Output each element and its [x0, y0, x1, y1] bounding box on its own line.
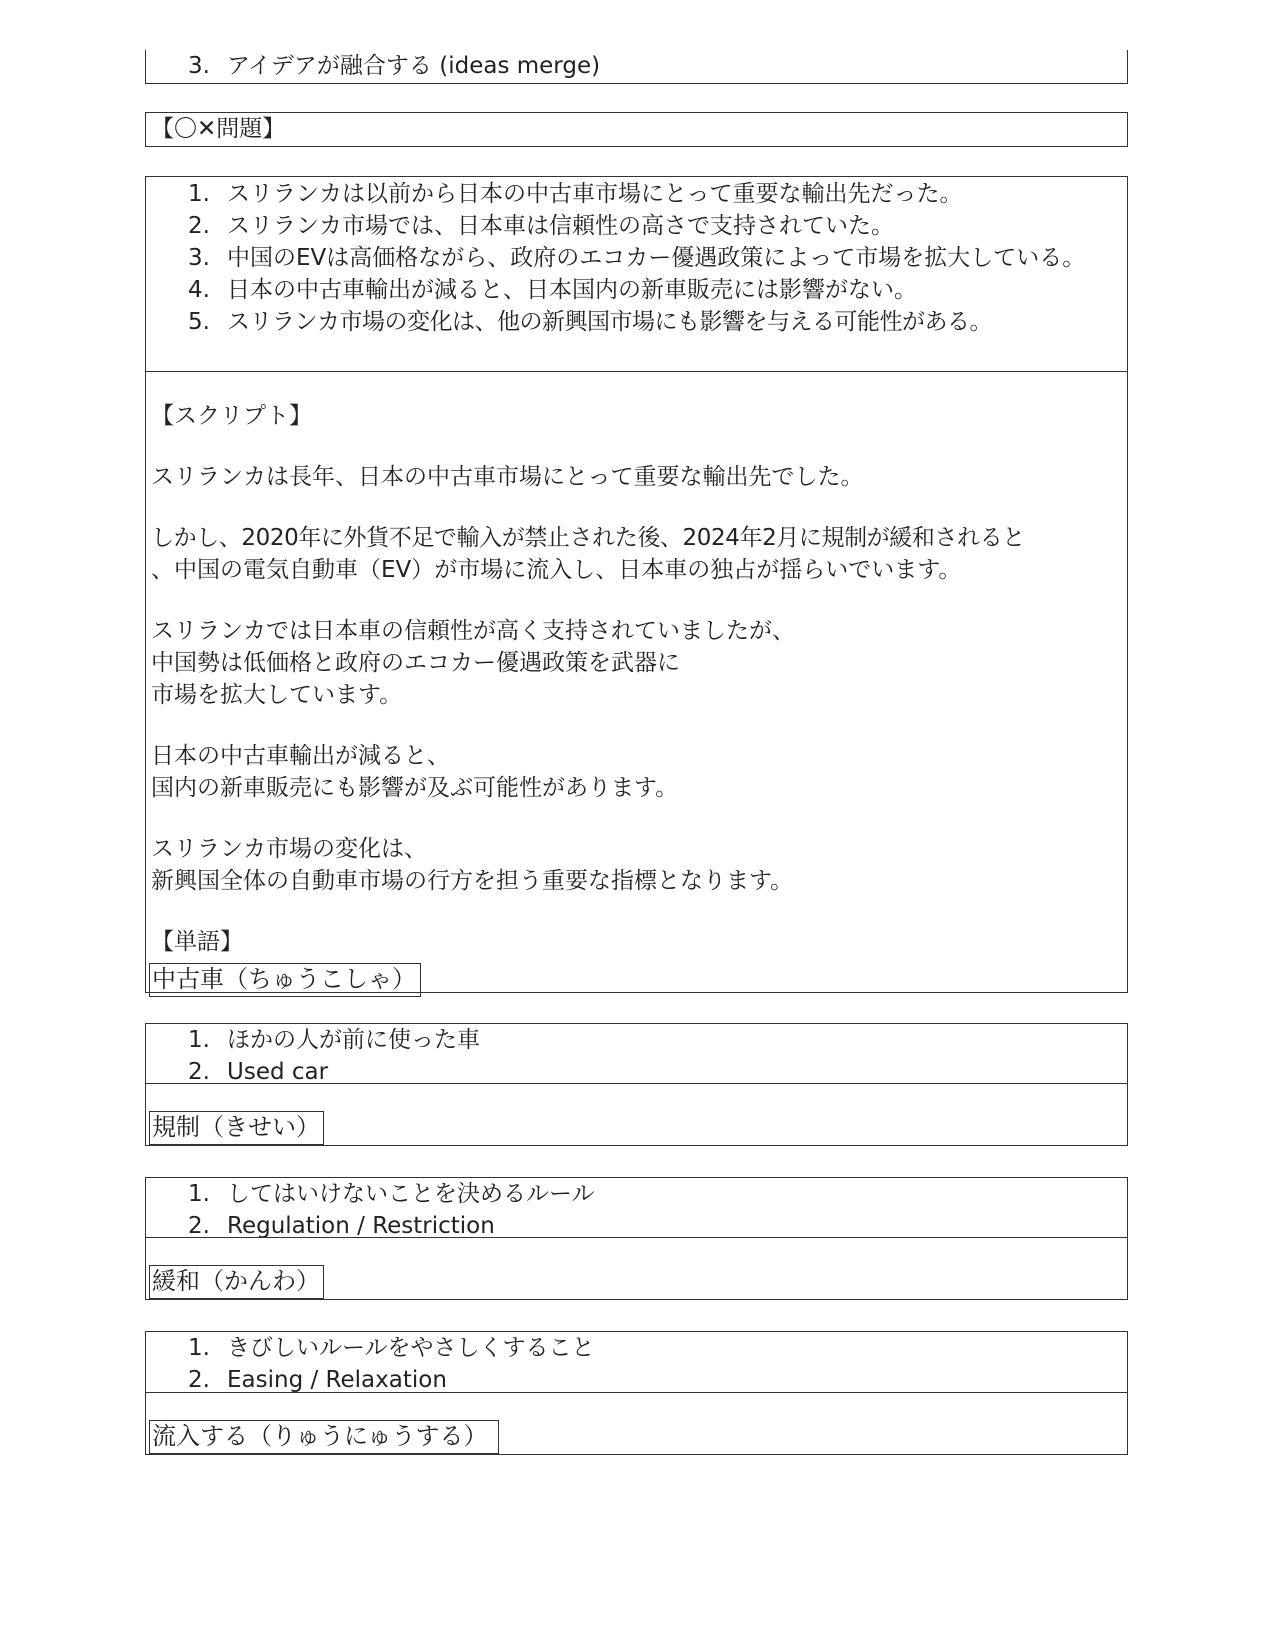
script-heading: 【スクリプト】 — [151, 403, 312, 429]
list-number: 2. — [188, 1059, 210, 1085]
list-text: Regulation / Restriction — [227, 1213, 495, 1239]
vocab-heading: 【単語】 — [151, 929, 243, 955]
list-number: 1. — [188, 1181, 210, 1207]
ox-script-box — [145, 176, 1128, 993]
list-number: 1. — [188, 1027, 210, 1053]
vocab-box — [145, 1177, 1128, 1300]
divider — [146, 1083, 1127, 1084]
list-item — [146, 210, 1127, 242]
divider — [146, 371, 1127, 372]
definition-list — [146, 1332, 1127, 1396]
list-text: スリランカ市場では、日本車は信頼性の高さで支持されていた。 — [227, 213, 894, 239]
ox-heading: 【〇✕問題】 — [151, 116, 286, 142]
list-item — [146, 306, 1127, 338]
list-text: 日本の中古車輸出が減ると、日本国内の新車販売には影響がない。 — [227, 277, 917, 303]
list-item — [146, 50, 1127, 82]
list-text: ほかの人が前に使った車 — [227, 1027, 480, 1053]
ox-list — [146, 177, 1127, 338]
script-paragraph: 中国勢は低価格と政府のエコカー優遇政策を武器に — [151, 650, 680, 676]
list-text: 中国のEVは高価格ながら、政府のエコカー優遇政策によって市場を拡大している。 — [227, 245, 1086, 271]
vocab-term: 流入する（りゅうにゅうする） — [149, 1420, 499, 1454]
list-number: 1. — [188, 1335, 210, 1361]
vocab-term: 中古車（ちゅうこしゃ） — [149, 963, 421, 997]
vocab-box — [145, 1331, 1128, 1455]
list-text: してはいけないことを決めるルール — [227, 1181, 595, 1207]
script-section — [151, 400, 1122, 958]
list-number: 4. — [188, 277, 210, 303]
list-number: 2. — [188, 213, 210, 239]
script-paragraph: スリランカでは日本車の信頼性が高く支持されていましたが、 — [151, 618, 795, 644]
list-item — [146, 1024, 1127, 1056]
script-paragraph: スリランカは長年、日本の中古車市場にとって重要な輸出先でした。 — [151, 464, 864, 490]
vocab-term: 緩和（かんわ） — [149, 1265, 324, 1299]
list-item — [146, 1332, 1127, 1364]
definition-list — [146, 1024, 1127, 1088]
list-number: 2. — [188, 1367, 210, 1393]
list-number: 2. — [188, 1213, 210, 1239]
list-text: Easing / Relaxation — [227, 1367, 447, 1393]
list-item — [146, 274, 1127, 306]
vocab-box — [145, 1023, 1128, 1146]
list-number: 3. — [188, 245, 210, 271]
script-paragraph: スリランカ市場の変化は、 — [151, 836, 427, 862]
list-text: スリランカ市場の変化は、他の新興国市場にも影響を与える可能性がある。 — [227, 309, 992, 335]
definition-list — [146, 1178, 1127, 1242]
list-text: アイデアが融合する (ideas merge) — [227, 53, 601, 79]
list-item — [146, 242, 1127, 274]
list-number: 3. — [188, 53, 210, 79]
list-number: 5. — [188, 309, 210, 335]
list-text: スリランカは以前から日本の中古車市場にとって重要な輸出先だった。 — [227, 181, 963, 207]
divider — [146, 1237, 1127, 1238]
list-text: きびしいルールをやさしくすること — [227, 1335, 595, 1361]
ox-heading-box — [145, 112, 1128, 147]
list-number: 1. — [188, 181, 210, 207]
script-paragraph: 国内の新車販売にも影響が及ぶ可能性があります。 — [151, 775, 679, 801]
list-text: Used car — [227, 1059, 329, 1085]
vocab-term: 規制（きせい） — [149, 1111, 324, 1145]
script-paragraph: 、中国の電気自動車（EV）が市場に流入し、日本車の独占が揺らいでいます。 — [151, 557, 962, 583]
script-paragraph: 市場を拡大しています。 — [151, 682, 403, 708]
script-paragraph: 日本の中古車輸出が減ると、 — [151, 743, 450, 769]
divider — [146, 1392, 1127, 1393]
ideas-list — [146, 50, 1127, 82]
script-paragraph: 新興国全体の自動車市場の行方を担う重要な指標となります。 — [151, 868, 794, 894]
script-paragraph: しかし、2020年に外貨不足で輸入が禁止された後、2024年2月に規制が緩和されると — [151, 525, 1025, 551]
list-item — [146, 1178, 1127, 1210]
ideas-list-box — [145, 50, 1128, 84]
list-item — [146, 178, 1127, 210]
